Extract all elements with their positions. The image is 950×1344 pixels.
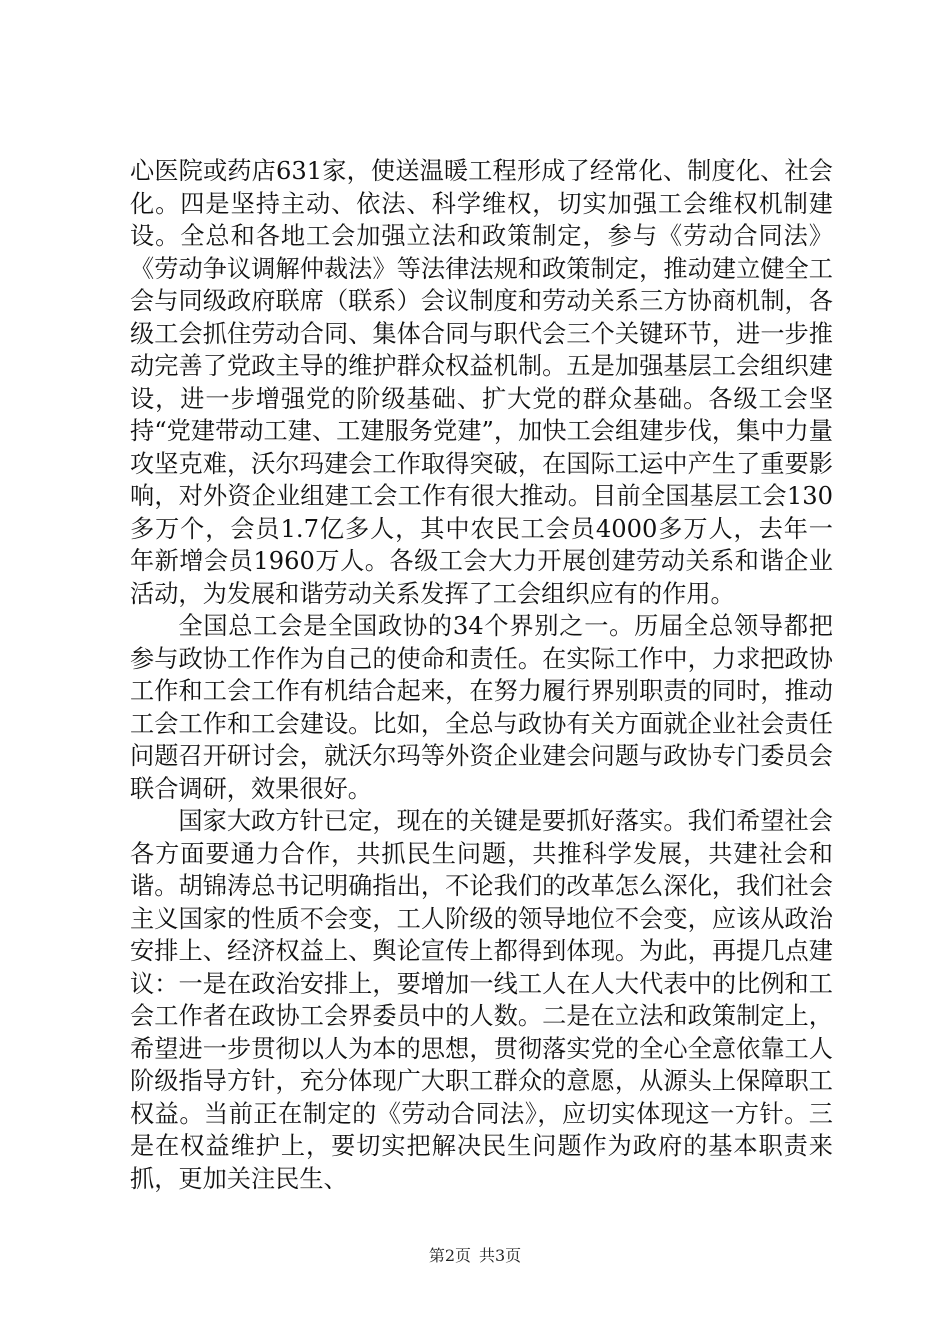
page-footer xyxy=(0,1243,950,1266)
page-total: 共3页 xyxy=(479,1246,522,1265)
document-body xyxy=(130,155,833,1195)
page-number: 第2页 xyxy=(428,1246,471,1265)
paragraph-cpcc-sector: 全国总工会是全国政协的34个界别之一。历届全总领导都把参与政协工作作为自己的使命和责任。在实际工作中，力求把政协工作和工会工作有机结合起来，在努力履行界别职责的同时，推动工会工作和工会建设。比如，全总与政协有关方面就企业社会责任问题召开研讨会，就沃尔玛等外资企业建会问题与政协专门委员会联合调研，效果很好。 xyxy=(130,612,833,803)
paragraph-continued: 心医院或药店631家，使送温暖工程形成了经常化、制度化、社会化。四是坚持主动、依法、科学维权，切实加强工会维权机制建设。全总和各地工会加强立法和政策制定，参与《劳动合同法》《劳动争议调解仲裁法》等法律法规和政策制定，推动建立健全工会与同级政府联席（联系）会议制度和劳动关系三方协商机制，各级工会抓住劳动合同、集体合同与职代会三个关键环节，进一步推动完善了党政主导的维护群众权益机制。五是加强基层工会组织建设，进一步增强党的阶级基础、扩大党的群众基础。各级工会坚持“党建带动工建、工建服务党建”，加快工会组建步伐，集中力量攻坚克难，沃尔玛建会工作取得突破，在国际工运中产生了重要影响，对外资企业组建工会工作有很大推动。目前全国基层工会130多万个，会员1.7亿多人，其中农民工会员4000多万人，去年一年新增会员1960万人。各级工会大力开展创建劳动关系和谐企业活动，为发展和谐劳动关系发挥了工会组织应有的作用。 xyxy=(130,157,833,608)
paragraph-suggestions: 国家大政方针已定，现在的关键是要抓好落实。我们希望社会各方面要通力合作，共抓民生问题，共推科学发展，共建社会和谐。胡锦涛总书记明确指出，不论我们的改革怎么深化，我们社会主义国家的性质不会变，工人阶级的领导地位不会变，应该从政治安排上、经济权益上、舆论宣传上都得到体现。为此，再提几点建议：一是在政治安排上，要增加一线工人在人大代表中的比例和工会工作者在政协工会界委员中的人数。二是在立法和政策制定上，希望进一步贯彻以人为本的思想，贯彻落实党的全心全意依靠工人阶级指导方针，充分体现广大职工群众的意愿，从源头上保障职工权益。当前正在制定的《劳动合同法》，应切实体现这一方针。三是在权益维护上，要切实把解决民生问题作为政府的基本职责来抓，更加关注民生、 xyxy=(130,807,833,1193)
